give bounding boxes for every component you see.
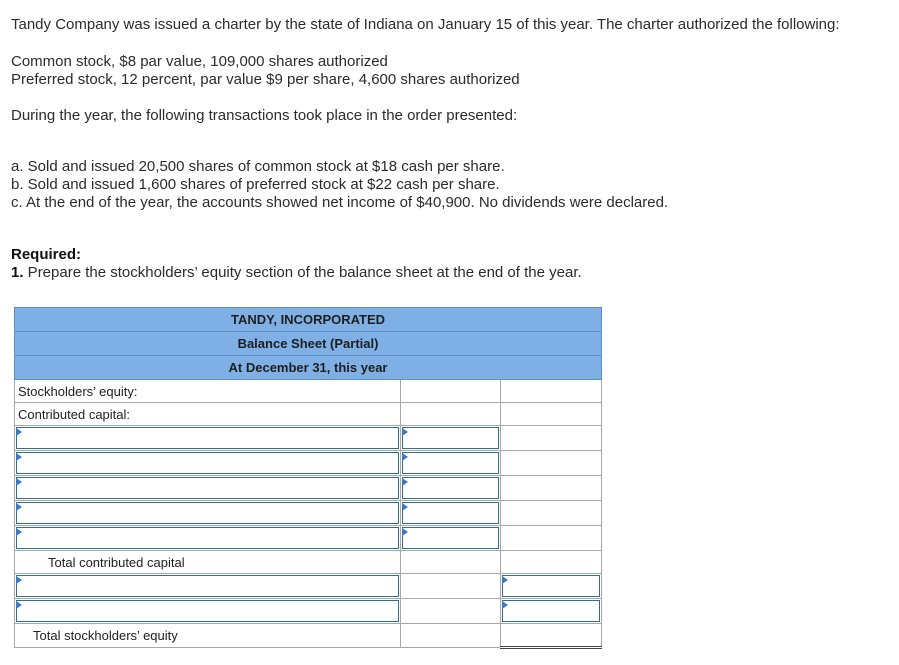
amount-input-5[interactable] [402, 527, 499, 549]
empty-cell [401, 624, 501, 648]
during-text: During the year, the following transactions took place in the order presented: [11, 107, 518, 124]
intro-text: Tandy Company was issued a charter by the state of Indiana on January 15 of this year. The charter authorized the following: [11, 16, 840, 33]
total-equity-cell [501, 624, 602, 648]
sheet-title: Balance Sheet (Partial) [15, 332, 602, 356]
dropdown-marker-icon [16, 576, 22, 584]
empty-cell [501, 426, 602, 451]
account-select-1[interactable] [16, 427, 399, 449]
empty-cell [401, 574, 501, 599]
account-select-3[interactable] [16, 477, 399, 499]
dropdown-marker-icon [502, 601, 508, 609]
empty-cell [501, 451, 602, 476]
dropdown-marker-icon [402, 503, 408, 511]
empty-cell [501, 476, 602, 501]
requirement-number: 1. [11, 264, 24, 281]
stockholders-equity-label: Stockholders’ equity: [15, 380, 401, 403]
empty-cell [501, 403, 602, 426]
amount-input-2[interactable] [402, 452, 499, 474]
dropdown-marker-icon [402, 478, 408, 486]
contributed-capital-label: Contributed capital: [15, 403, 401, 426]
dropdown-marker-icon [402, 528, 408, 536]
requirement-text: Prepare the stockholders’ equity section of the balance sheet at the end of the year. [23, 264, 582, 281]
requirement-1 [11, 264, 582, 282]
transaction-b: b. Sold and issued 1,600 shares of preferred stock at $22 cash per share. [11, 176, 500, 193]
dropdown-marker-icon [16, 453, 22, 461]
dropdown-marker-icon [16, 478, 22, 486]
empty-cell [501, 380, 602, 403]
sheet-date: At December 31, this year [15, 356, 602, 380]
empty-cell [501, 551, 602, 574]
account-select-5[interactable] [16, 527, 399, 549]
authorized-preferred: Preferred stock, 12 percent, par value $9 per share, 4,600 shares authorized [11, 71, 520, 88]
company-name: TANDY, INCORPORATED [15, 308, 602, 332]
balance-sheet-table [14, 307, 602, 649]
amount-input-7[interactable] [502, 600, 600, 622]
account-select-6[interactable] [16, 575, 399, 597]
total-contributed-capital-label: Total contributed capital [15, 551, 401, 574]
dropdown-marker-icon [402, 453, 408, 461]
empty-cell [501, 526, 602, 551]
amount-input-3[interactable] [402, 477, 499, 499]
required-label: Required: [11, 246, 82, 263]
dropdown-marker-icon [16, 503, 22, 511]
dropdown-marker-icon [402, 428, 408, 436]
transaction-a: a. Sold and issued 20,500 shares of common stock at $18 cash per share. [11, 158, 505, 175]
empty-cell [401, 599, 501, 624]
empty-cell [401, 403, 501, 426]
empty-cell [501, 501, 602, 526]
total-stockholders-equity-label: Total stockholders’ equity [15, 624, 401, 648]
account-select-2[interactable] [16, 452, 399, 474]
amount-input-1[interactable] [402, 427, 499, 449]
empty-cell [401, 551, 501, 574]
empty-cell [401, 380, 501, 403]
dropdown-marker-icon [502, 576, 508, 584]
authorized-common: Common stock, $8 par value, 109,000 shares authorized [11, 53, 388, 70]
account-select-4[interactable] [16, 502, 399, 524]
dropdown-marker-icon [16, 428, 22, 436]
account-select-7[interactable] [16, 600, 399, 622]
dropdown-marker-icon [16, 528, 22, 536]
dropdown-marker-icon [16, 601, 22, 609]
transaction-c: c. At the end of the year, the accounts showed net income of $40,900. No dividends were declared. [11, 194, 669, 211]
amount-input-6[interactable] [502, 575, 600, 597]
amount-input-4[interactable] [402, 502, 499, 524]
